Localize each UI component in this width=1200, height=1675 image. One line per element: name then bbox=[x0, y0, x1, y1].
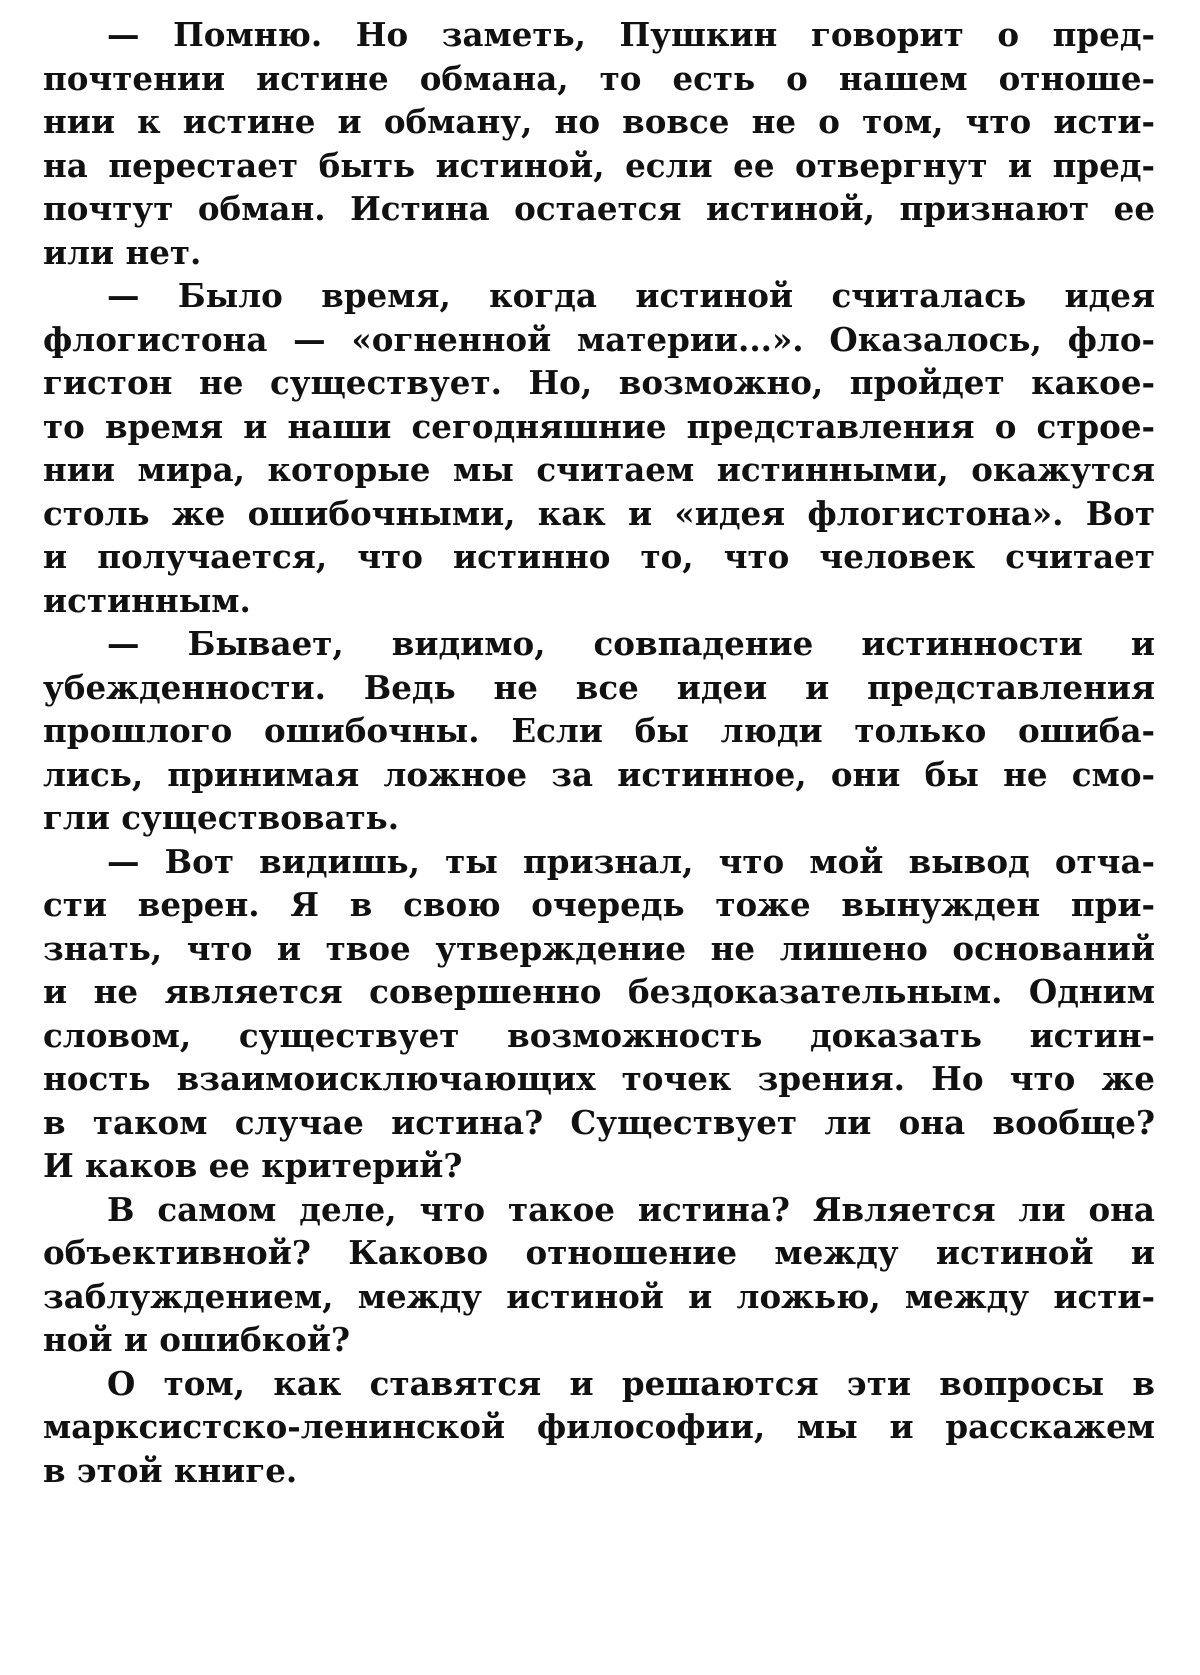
text-line: объективной? Каково отношение между истиной и bbox=[43, 1233, 1155, 1272]
paragraph-phlogiston bbox=[43, 274, 1155, 622]
text-line: прошлого ошибочны. Если бы люди только ошиба- bbox=[43, 711, 1155, 750]
text-line: гистон не существует. Но, возможно, пройдет какое- bbox=[43, 363, 1155, 402]
text-line: — Помню. Но заметь, Пушкин говорит о пред- bbox=[107, 15, 1155, 54]
text-line: марксистско-ленинской философии, мы и расскажем bbox=[43, 1407, 1155, 1446]
text-line: и получается, что истинно то, что человек считает bbox=[43, 537, 1155, 576]
text-line: — Бывает, видимо, совпадение истинности и bbox=[107, 624, 1155, 663]
text-line: ность взаимоисключающих точек зрения. Но что же bbox=[43, 1059, 1155, 1098]
text-line: почтут обман. Истина остается истиной, признают ее bbox=[43, 189, 1155, 228]
text-line: и не является совершенно бездоказательным. Одним bbox=[43, 972, 1155, 1011]
text-line: или нет. bbox=[43, 232, 202, 272]
text-line: — Вот видишь, ты признал, что мой вывод отча- bbox=[107, 841, 1155, 881]
text-line: на перестает быть истиной, если ее отвергнут и пред- bbox=[43, 145, 1155, 185]
text-line: В самом деле, что такое истина? Является ли она bbox=[107, 1189, 1155, 1229]
text-line: ной и ошибкой? bbox=[43, 1320, 350, 1359]
text-line: И каков ее критерий? bbox=[43, 1146, 463, 1185]
text-line: О том, как ставятся и решаются эти вопросы в bbox=[107, 1363, 1155, 1403]
paragraph-conviction bbox=[43, 622, 1155, 840]
text-line: то время и наши сегодняшние представления о строе- bbox=[43, 406, 1155, 446]
text-line: — Было время, когда истиной считалась идея bbox=[107, 276, 1155, 315]
paragraph-book-intro bbox=[43, 1362, 1155, 1493]
text-line: словом, существует возможность доказать истин- bbox=[43, 1015, 1155, 1055]
text-line: истинным. bbox=[43, 580, 251, 620]
text-line: гли существовать. bbox=[43, 798, 400, 837]
text-line: флогистона — «огненной материи...». Оказалось, фло- bbox=[43, 319, 1155, 359]
paragraph-what-is-truth bbox=[43, 1188, 1155, 1362]
text-line: в таком случае истина? Существует ли она вообще? bbox=[43, 1102, 1155, 1142]
paragraph-criterion bbox=[43, 840, 1155, 1188]
text-line: убежденности. Ведь не все идеи и представления bbox=[43, 667, 1155, 707]
text-line: столь же ошибочными, как и «идея флогистона». Вот bbox=[43, 493, 1155, 533]
text-line: сти верен. Я в свою очередь тоже вынужден при- bbox=[43, 885, 1155, 924]
text-line: заблуждением, между истиной и ложью, между исти- bbox=[43, 1276, 1155, 1316]
text-line: лись, принимая ложное за истинное, они бы не смо- bbox=[43, 754, 1155, 794]
text-line: знать, что и твое утверждение не лишено оснований bbox=[43, 928, 1155, 968]
text-line: почтении истине обмана, то есть о нашем отноше- bbox=[43, 58, 1155, 98]
text-line: в этой книге. bbox=[43, 1450, 298, 1490]
text-line: нии к истине и обману, но вовсе не о том, что исти- bbox=[43, 102, 1155, 141]
text-line: нии мира, которые мы считаем истинными, окажутся bbox=[43, 450, 1155, 489]
document-page bbox=[43, 13, 1155, 1492]
paragraph-pushkin-truth bbox=[43, 13, 1155, 274]
